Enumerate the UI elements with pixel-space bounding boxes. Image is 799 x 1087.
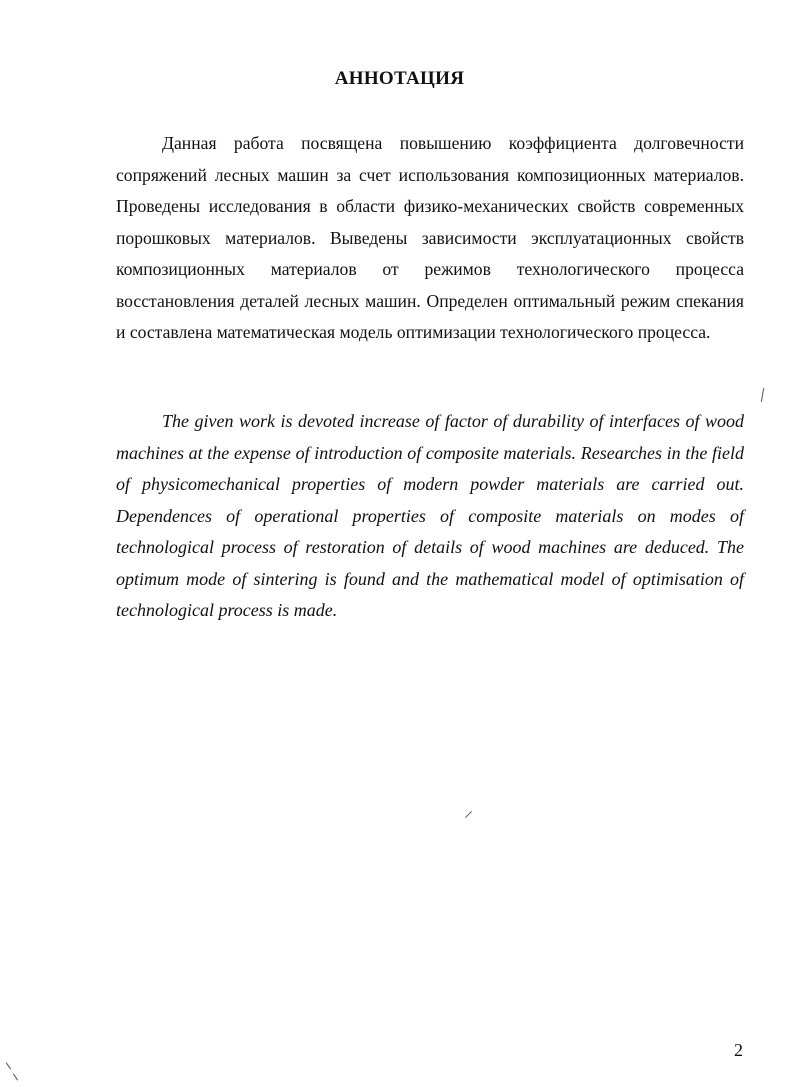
scan-artifact-mark	[465, 811, 472, 818]
page-number: 2	[734, 1040, 743, 1060]
abstract-paragraph-english: The given work is devoted increase of factor of durability of interfaces of wood machines at the expense of introduction of composite materials. Researches in the field of physicomechanical properties of modern powder materials are carried out. Dependences of operational properties of composite materials on modes of technological process of restoration of details of wood machines are deduced. The optimum mode of sintering is found and the mathematical model of optimisation of technological process is made.	[116, 411, 744, 620]
page-title: АННОТАЦИЯ	[334, 68, 465, 89]
scan-artifact-mark	[13, 1073, 18, 1080]
scan-artifact-mark	[6, 1062, 11, 1069]
abstract-paragraph-russian: Данная работа посвящена повышению коэффициента долговечности сопряжений лесных машин за счет использования композиционных материалов. Проведены исследования в области физико-механических свойств современных порошковых материалов. Выведены зависимости эксплуатационных свойств композиционных материалов от режимов технологического процесса восстановления деталей лесных машин. Определен оптимальный режим спекания и составлена математическая модель оптимизации технологического процесса.	[116, 133, 744, 342]
scan-artifact-mark	[761, 388, 764, 402]
